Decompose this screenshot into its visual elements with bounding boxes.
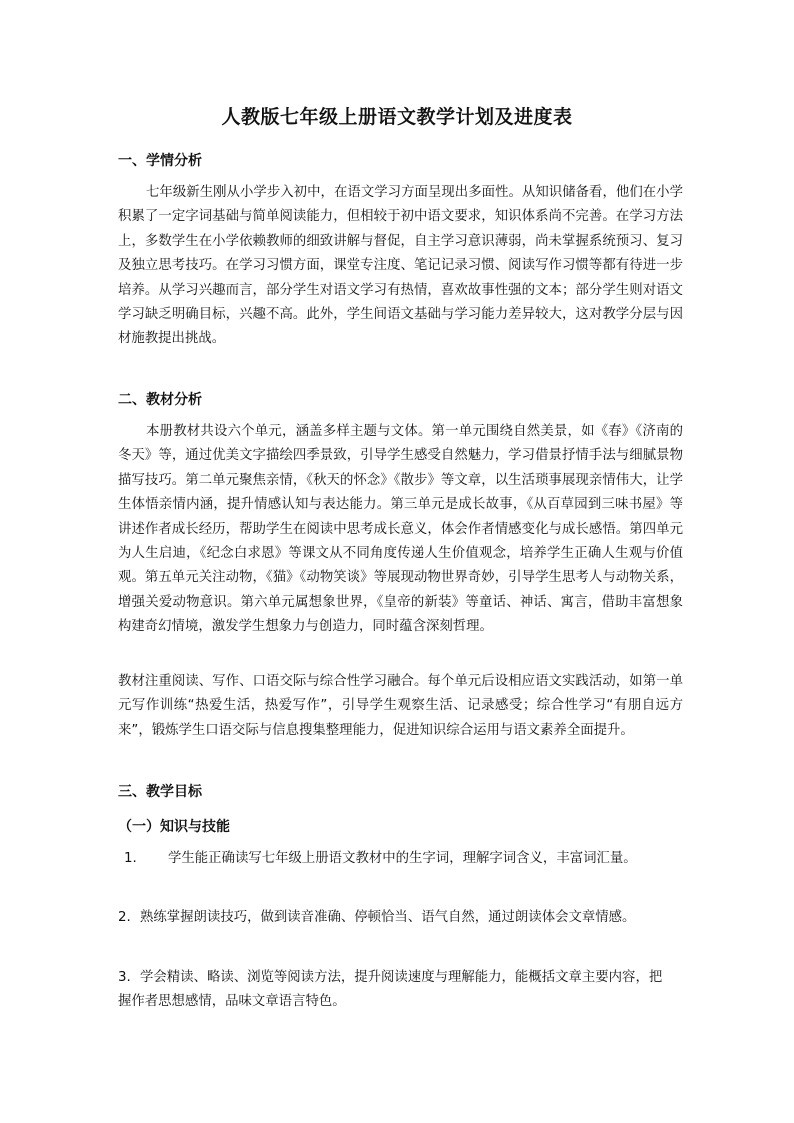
- paragraph-learner-analysis: 七年级新生刚从小学步入初中，在语文学习方面呈现出多面性。从知识储备看，他们在小学积累了一定字词基础与简单阅读能力，但相较于初中语文要求，知识体系尚不完善。在学习方法上，多数学生在小学依赖教师的细致讲解与督促，自主学习意识薄弱，尚未掌握系统预习、复习及独立思考技巧。在学习习惯方面，课堂专注度、笔记记录习惯、阅读写作习惯等都有待进一步培养。从学习兴趣而言，部分学生对语文学习有热情，喜欢故事性强的文本；部分学生则对语文学习缺乏明确目标，兴趣不高。此外，学生间语文基础与学习能力差异较大，这对教学分层与因材施教提出挑战。: [118, 185, 683, 347]
- list-item-number: 3.: [118, 970, 131, 985]
- subsection-heading-knowledge-skills: （一）知识与技能: [118, 819, 230, 835]
- list-item-number: 1.: [124, 851, 137, 866]
- section-heading-textbook-analysis: 二、教材分析: [118, 392, 202, 408]
- list-item-number: 2.: [118, 910, 131, 925]
- document-title: 人教版七年级上册语文教学计划及进度表: [221, 106, 573, 128]
- list-item-text: 学生能正确读写七年级上册语文教材中的生字词，理解字词含义，丰富词汇量。: [168, 851, 637, 866]
- section-heading-learner-analysis: 一、学情分析: [118, 153, 202, 169]
- paragraph-textbook-integration: 教材注重阅读、写作、口语交际与综合性学习融合。每个单元后设相应语文实践活动，如第一单元写作训练“热爱生活，热爱写作”，引导学生观察生活、记录感受；综合性学习“有朋自远方来”，锻炼学生口语交际与信息搜集整理能力，促进知识综合运用与语文素养全面提升。: [118, 674, 683, 738]
- section-heading-teaching-goals: 三、教学目标: [118, 784, 202, 800]
- list-item: [124, 847, 688, 871]
- list-item-text: 熟练掌握朗读技巧，做到读音准确、停顿恰当、语气自然，通过朗读体会文章情感。: [140, 910, 636, 925]
- list-item-text: 学会精读、略读、浏览等阅读方法，提升阅读速度与理解能力，能概括文章主要内容，把握作者思想感情，品味文章语言特色。: [118, 970, 663, 1010]
- list-item: [118, 966, 673, 1015]
- paragraph-textbook-units: 本册教材共设六个单元，涵盖多样主题与文体。第一单元围绕自然美景，如《春》《济南的冬天》等，通过优美文字描绘四季景致，引导学生感受自然魅力，学习借景抒情手法与细腻景物描写技巧。第二单元聚焦亲情，《秋天的怀念》《散步》等文章，以生活琐事展现亲情伟大，让学生体悟亲情内涵，提升情感认知与表达能力。第三单元是成长故事，《从百草园到三味书屋》等讲述作者成长经历，帮助学生在阅读中思考成长意义，体会作者情感变化与成长感悟。第四单元为人生启迪，《纪念白求恩》等课文从不同角度传递人生价值观念，培养学生正确人生观与价值观。第五单元关注动物，《猫》《动物笑谈》等展现动物世界奇妙，引导学生思考人与动物关系，增强关爱动物意识。第六单元属想象世界，《皇帝的新装》等童话、神话、寓言，借助丰富想象构建奇幻情境，激发学生想象力与创造力，同时蕴含深刻哲理。: [118, 424, 683, 635]
- list-item: [118, 906, 673, 930]
